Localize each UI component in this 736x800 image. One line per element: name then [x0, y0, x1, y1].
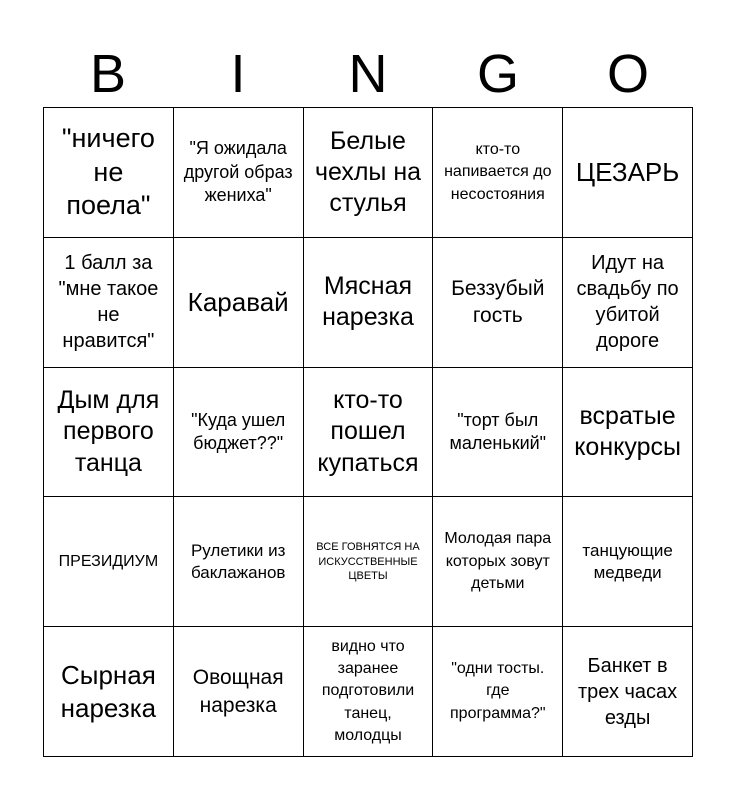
bingo-cell-r1c1[interactable]: "ничего не поела"	[44, 108, 174, 238]
bingo-cell-r1c2[interactable]: "Я ожидала другой образ жениха"	[174, 108, 304, 238]
bingo-cell-r2c5[interactable]: Идут на свадьбу по убитой дороге	[563, 238, 693, 368]
header-letter-o: O	[606, 44, 649, 104]
header-letter-i: I	[230, 44, 246, 104]
bingo-board	[43, 107, 693, 757]
bingo-cell-r1c4[interactable]: кто-то напивается до несостояния	[433, 108, 563, 238]
header-letter-g: G	[476, 44, 519, 104]
header-letter-n: N	[348, 44, 388, 104]
bingo-cell-r3c4[interactable]: "торт был маленький"	[433, 368, 563, 498]
bingo-cell-r5c3[interactable]: видно что заранее подготовили танец, молодцы	[304, 627, 434, 757]
bingo-cell-r2c4[interactable]: Беззубый гость	[433, 238, 563, 368]
bingo-cell-r4c3[interactable]: ВСЕ ГОВНЯТСЯ НА ИСКУССТВЕННЫЕ ЦВЕТЫ	[304, 497, 434, 627]
bingo-header	[43, 40, 693, 108]
bingo-cell-r5c5[interactable]: Банкет в трех часах езды	[563, 627, 693, 757]
bingo-cell-r4c2[interactable]: Рулетики из баклажанов	[174, 497, 304, 627]
bingo-cell-r4c4[interactable]: Молодая пара которых зовут детьми	[433, 497, 563, 627]
bingo-cell-r4c5[interactable]: танцующие медведи	[563, 497, 693, 627]
bingo-cell-r5c2[interactable]: Овощная нарезка	[174, 627, 304, 757]
bingo-cell-r2c1[interactable]: 1 балл за "мне такое не нравится"	[44, 238, 174, 368]
bingo-cell-r3c2[interactable]: "Куда ушел бюджет??"	[174, 368, 304, 498]
header-letter-b: B	[89, 44, 127, 104]
bingo-cell-r5c4[interactable]: "одни тосты. где программа?"	[433, 627, 563, 757]
bingo-cell-r5c1[interactable]: Сырная нарезка	[44, 627, 174, 757]
bingo-cell-r1c5[interactable]: ЦЕЗАРЬ	[563, 108, 693, 238]
bingo-cell-r3c1[interactable]: Дым для первого танца	[44, 368, 174, 498]
bingo-cell-r4c1[interactable]: ПРЕЗИДИУМ	[44, 497, 174, 627]
bingo-cell-r3c3[interactable]: кто-то пошел купаться	[304, 368, 434, 498]
bingo-cell-r3c5[interactable]: всратые конкурсы	[563, 368, 693, 498]
bingo-cell-r2c2[interactable]: Каравай	[174, 238, 304, 368]
bingo-cell-r2c3[interactable]: Мясная нарезка	[304, 238, 434, 368]
bingo-cell-r1c3[interactable]: Белые чехлы на стулья	[304, 108, 434, 238]
